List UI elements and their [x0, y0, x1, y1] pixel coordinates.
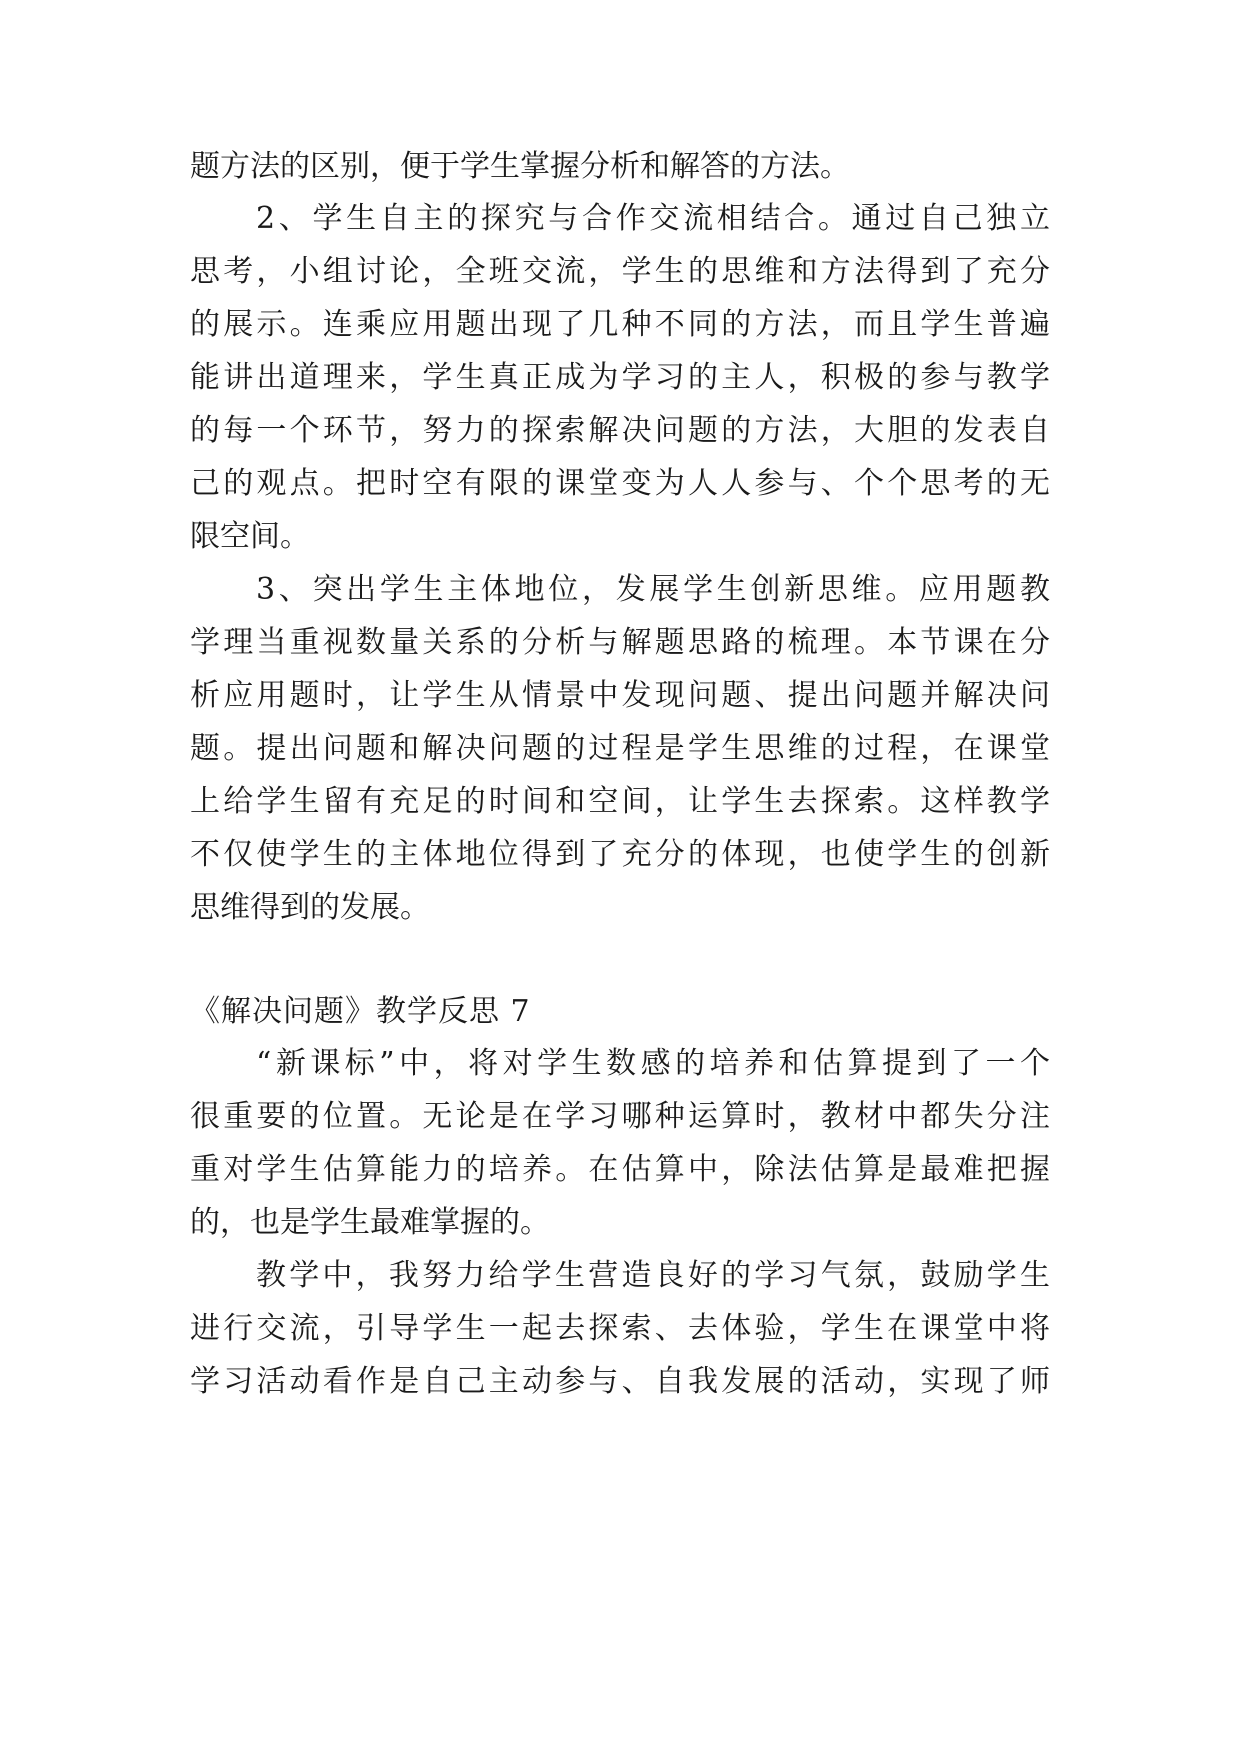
paragraph-line: 上给学生留有充足的时间和空间，让学生去探索。这样教学 — [190, 784, 1050, 819]
paragraph-line: 思考，小组讨论，全班交流，学生的思维和方法得到了充分 — [190, 254, 1050, 289]
paragraph-line: “新课标”中，将对学生数感的培养和估算提到了一个 — [256, 1046, 1050, 1081]
paragraph-line: 学理当重视数量关系的分析与解题思路的梳理。本节课在分 — [190, 625, 1050, 660]
paragraph-line: 己的观点。把时空有限的课堂变为人人参与、个个思考的无 — [190, 466, 1050, 501]
paragraph-line: 题。提出问题和解决问题的过程是学生思维的过程，在课堂 — [190, 731, 1050, 766]
paragraph-line: 重对学生估算能力的培养。在估算中，除法估算是最难把握 — [190, 1152, 1050, 1187]
paragraph-line: 限空间。 — [190, 519, 310, 554]
paragraph-line: 的，也是学生最难掌握的。 — [190, 1205, 550, 1240]
paragraph-line: 学习活动看作是自己主动参与、自我发展的活动，实现了师 — [190, 1364, 1050, 1399]
section-heading: 《解决问题》教学反思 7 — [190, 994, 531, 1029]
paragraph-line: 2、学生自主的探究与合作交流相结合。通过自己独立 — [256, 201, 1050, 236]
paragraph-line: 不仅使学生的主体地位得到了充分的体现，也使学生的创新 — [190, 837, 1050, 872]
paragraph-line: 的每一个环节，努力的探索解决问题的方法，大胆的发表自 — [190, 413, 1050, 448]
paragraph-line: 析应用题时，让学生从情景中发现问题、提出问题并解决问 — [190, 678, 1050, 713]
paragraph-line: 题方法的区别，便于学生掌握分析和解答的方法。 — [190, 149, 850, 184]
paragraph-line: 3、突出学生主体地位，发展学生创新思维。应用题教 — [256, 572, 1050, 607]
paragraph-line: 教学中，我努力给学生营造良好的学习气氛，鼓励学生 — [256, 1258, 1050, 1293]
paragraph-line: 的展示。连乘应用题出现了几种不同的方法，而且学生普遍 — [190, 307, 1050, 342]
paragraph-line: 很重要的位置。无论是在学习哪种运算时，教材中都失分注 — [190, 1099, 1050, 1134]
paragraph-line: 思维得到的发展。 — [190, 890, 430, 925]
paragraph-line: 进行交流，引导学生一起去探索、去体验，学生在课堂中将 — [190, 1311, 1050, 1346]
paragraph-line: 能讲出道理来，学生真正成为学习的主人，积极的参与教学 — [190, 360, 1050, 395]
